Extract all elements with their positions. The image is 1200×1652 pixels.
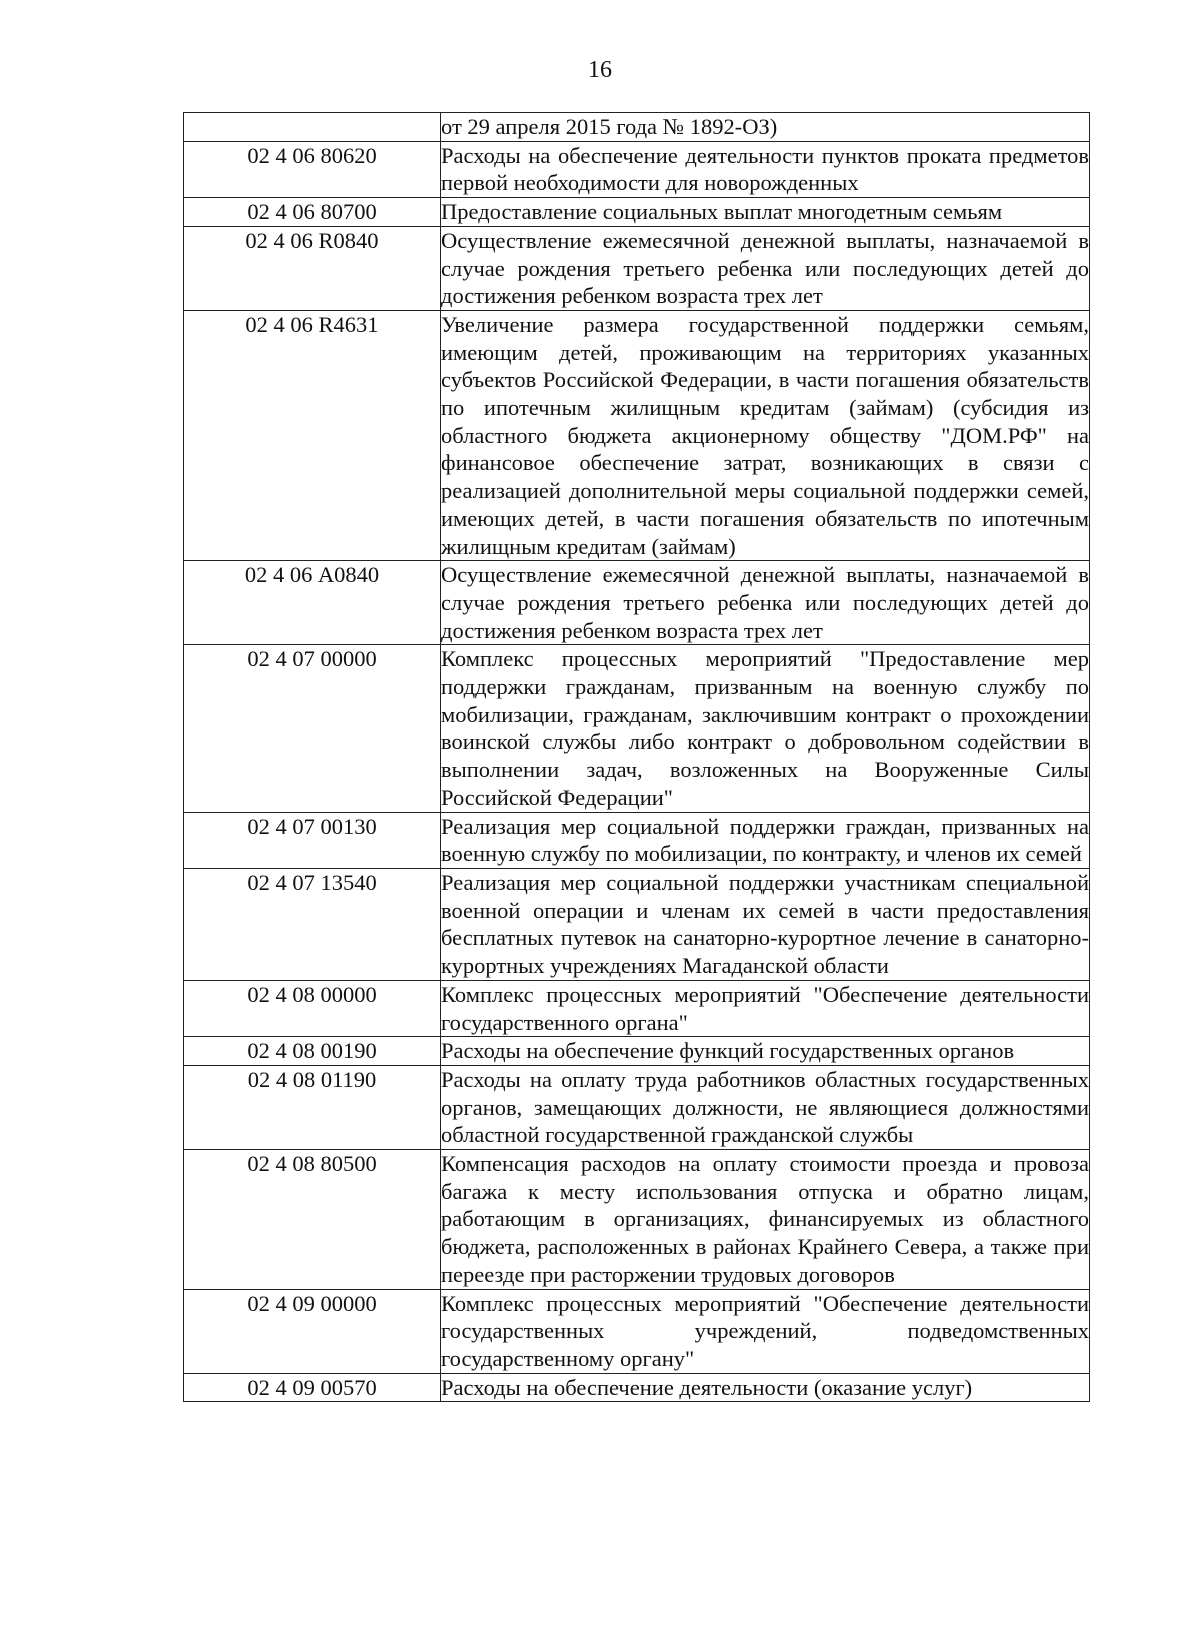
row-description: Предоставление социальных выплат многодетным семьям (441, 198, 1090, 227)
table-row (184, 868, 1090, 980)
table-row (184, 310, 1090, 560)
row-description: Комплекс процессных мероприятий "Обеспечение деятельности государственного органа" (441, 980, 1090, 1036)
row-code: 02 4 09 00000 (184, 1289, 441, 1373)
row-code: 02 4 07 00000 (184, 645, 441, 812)
page-number: 16 (588, 57, 612, 83)
row-description: Компенсация расходов на оплату стоимости проезда и провоза багажа к месту использования отпуска и обратно лицам, работающим в организациях, финансируемых из областного бюджета, расположенных в районах Крайнего Севера, а также при переезде при расторжении трудовых договоров (441, 1150, 1090, 1290)
row-code: 02 4 08 00000 (184, 980, 441, 1036)
row-code: 02 4 07 13540 (184, 868, 441, 980)
row-description: Осуществление ежемесячной денежной выплаты, назначаемой в случае рождения третьего ребенка или последующих детей до достижения ребенком возраста трех лет (441, 226, 1090, 310)
row-code: 02 4 07 00130 (184, 812, 441, 868)
row-description: от 29 апреля 2015 года № 1892-ОЗ) (441, 113, 1090, 142)
table-row (184, 1037, 1090, 1066)
table-row (184, 226, 1090, 310)
row-code: 02 4 06 R4631 (184, 310, 441, 560)
row-description: Комплекс процессных мероприятий "Обеспечение деятельности государственных учреждений, подведомственных государственному органу" (441, 1289, 1090, 1373)
row-code: 02 4 08 00190 (184, 1037, 441, 1066)
row-description: Увеличение размера государственной поддержки семьям, имеющим детей, проживающим на территориях указанных субъектов Российской Федерации, в части погашения обязательств по ипотечным жилищным кредитам (займам) (субсидия из областного бюджета акционерному обществу "ДОМ.РФ" на финансовое обеспечение затрат, возникающих в связи с реализацией дополнительной меры социальной поддержки семей, имеющих детей, в части погашения обязательств по ипотечным жилищным кредитам (займам) (441, 310, 1090, 560)
row-code (184, 113, 441, 142)
table-row (184, 1373, 1090, 1402)
row-code: 02 4 08 01190 (184, 1065, 441, 1149)
table-row (184, 1150, 1090, 1290)
table-row (184, 1289, 1090, 1373)
table-row (184, 561, 1090, 645)
row-description: Реализация мер социальной поддержки участникам специальной военной операции и членам их семей в части предоставления бесплатных путевок на санаторно-курортное лечение в санаторно-курортных учреждениях Магаданской области (441, 868, 1090, 980)
row-code: 02 4 06 80700 (184, 198, 441, 227)
row-description: Расходы на обеспечение деятельности (оказание услуг) (441, 1373, 1090, 1402)
table-row (184, 113, 1090, 142)
row-description: Осуществление ежемесячной денежной выплаты, назначаемой в случае рождения третьего ребенка или последующих детей до достижения ребенком возраста трех лет (441, 561, 1090, 645)
row-code: 02 4 06 А0840 (184, 561, 441, 645)
budget-classification-table (183, 112, 1090, 1402)
row-code: 02 4 06 R0840 (184, 226, 441, 310)
row-description: Расходы на обеспечение функций государственных органов (441, 1037, 1090, 1066)
table-row (184, 645, 1090, 812)
table-row (184, 141, 1090, 197)
row-description: Расходы на обеспечение деятельности пунктов проката предметов первой необходимости для новорожденных (441, 141, 1090, 197)
row-code: 02 4 06 80620 (184, 141, 441, 197)
table-row (184, 812, 1090, 868)
row-code: 02 4 09 00570 (184, 1373, 441, 1402)
row-description: Комплекс процессных мероприятий "Предоставление мер поддержки гражданам, призванным на военную службу по мобилизации, гражданам, заключившим контракт о прохождении воинской службы либо контракт о добровольном содействии в выполнении задач, возложенных на Вооруженные Силы Российской Федерации" (441, 645, 1090, 812)
row-code: 02 4 08 80500 (184, 1150, 441, 1290)
table-row (184, 198, 1090, 227)
row-description: Расходы на оплату труда работников областных государственных органов, замещающих должности, не являющиеся должностями областной государственной гражданской службы (441, 1065, 1090, 1149)
row-description: Реализация мер социальной поддержки граждан, призванных на военную службу по мобилизации, по контракту, и членов их семей (441, 812, 1090, 868)
table-row (184, 980, 1090, 1036)
table-row (184, 1065, 1090, 1149)
